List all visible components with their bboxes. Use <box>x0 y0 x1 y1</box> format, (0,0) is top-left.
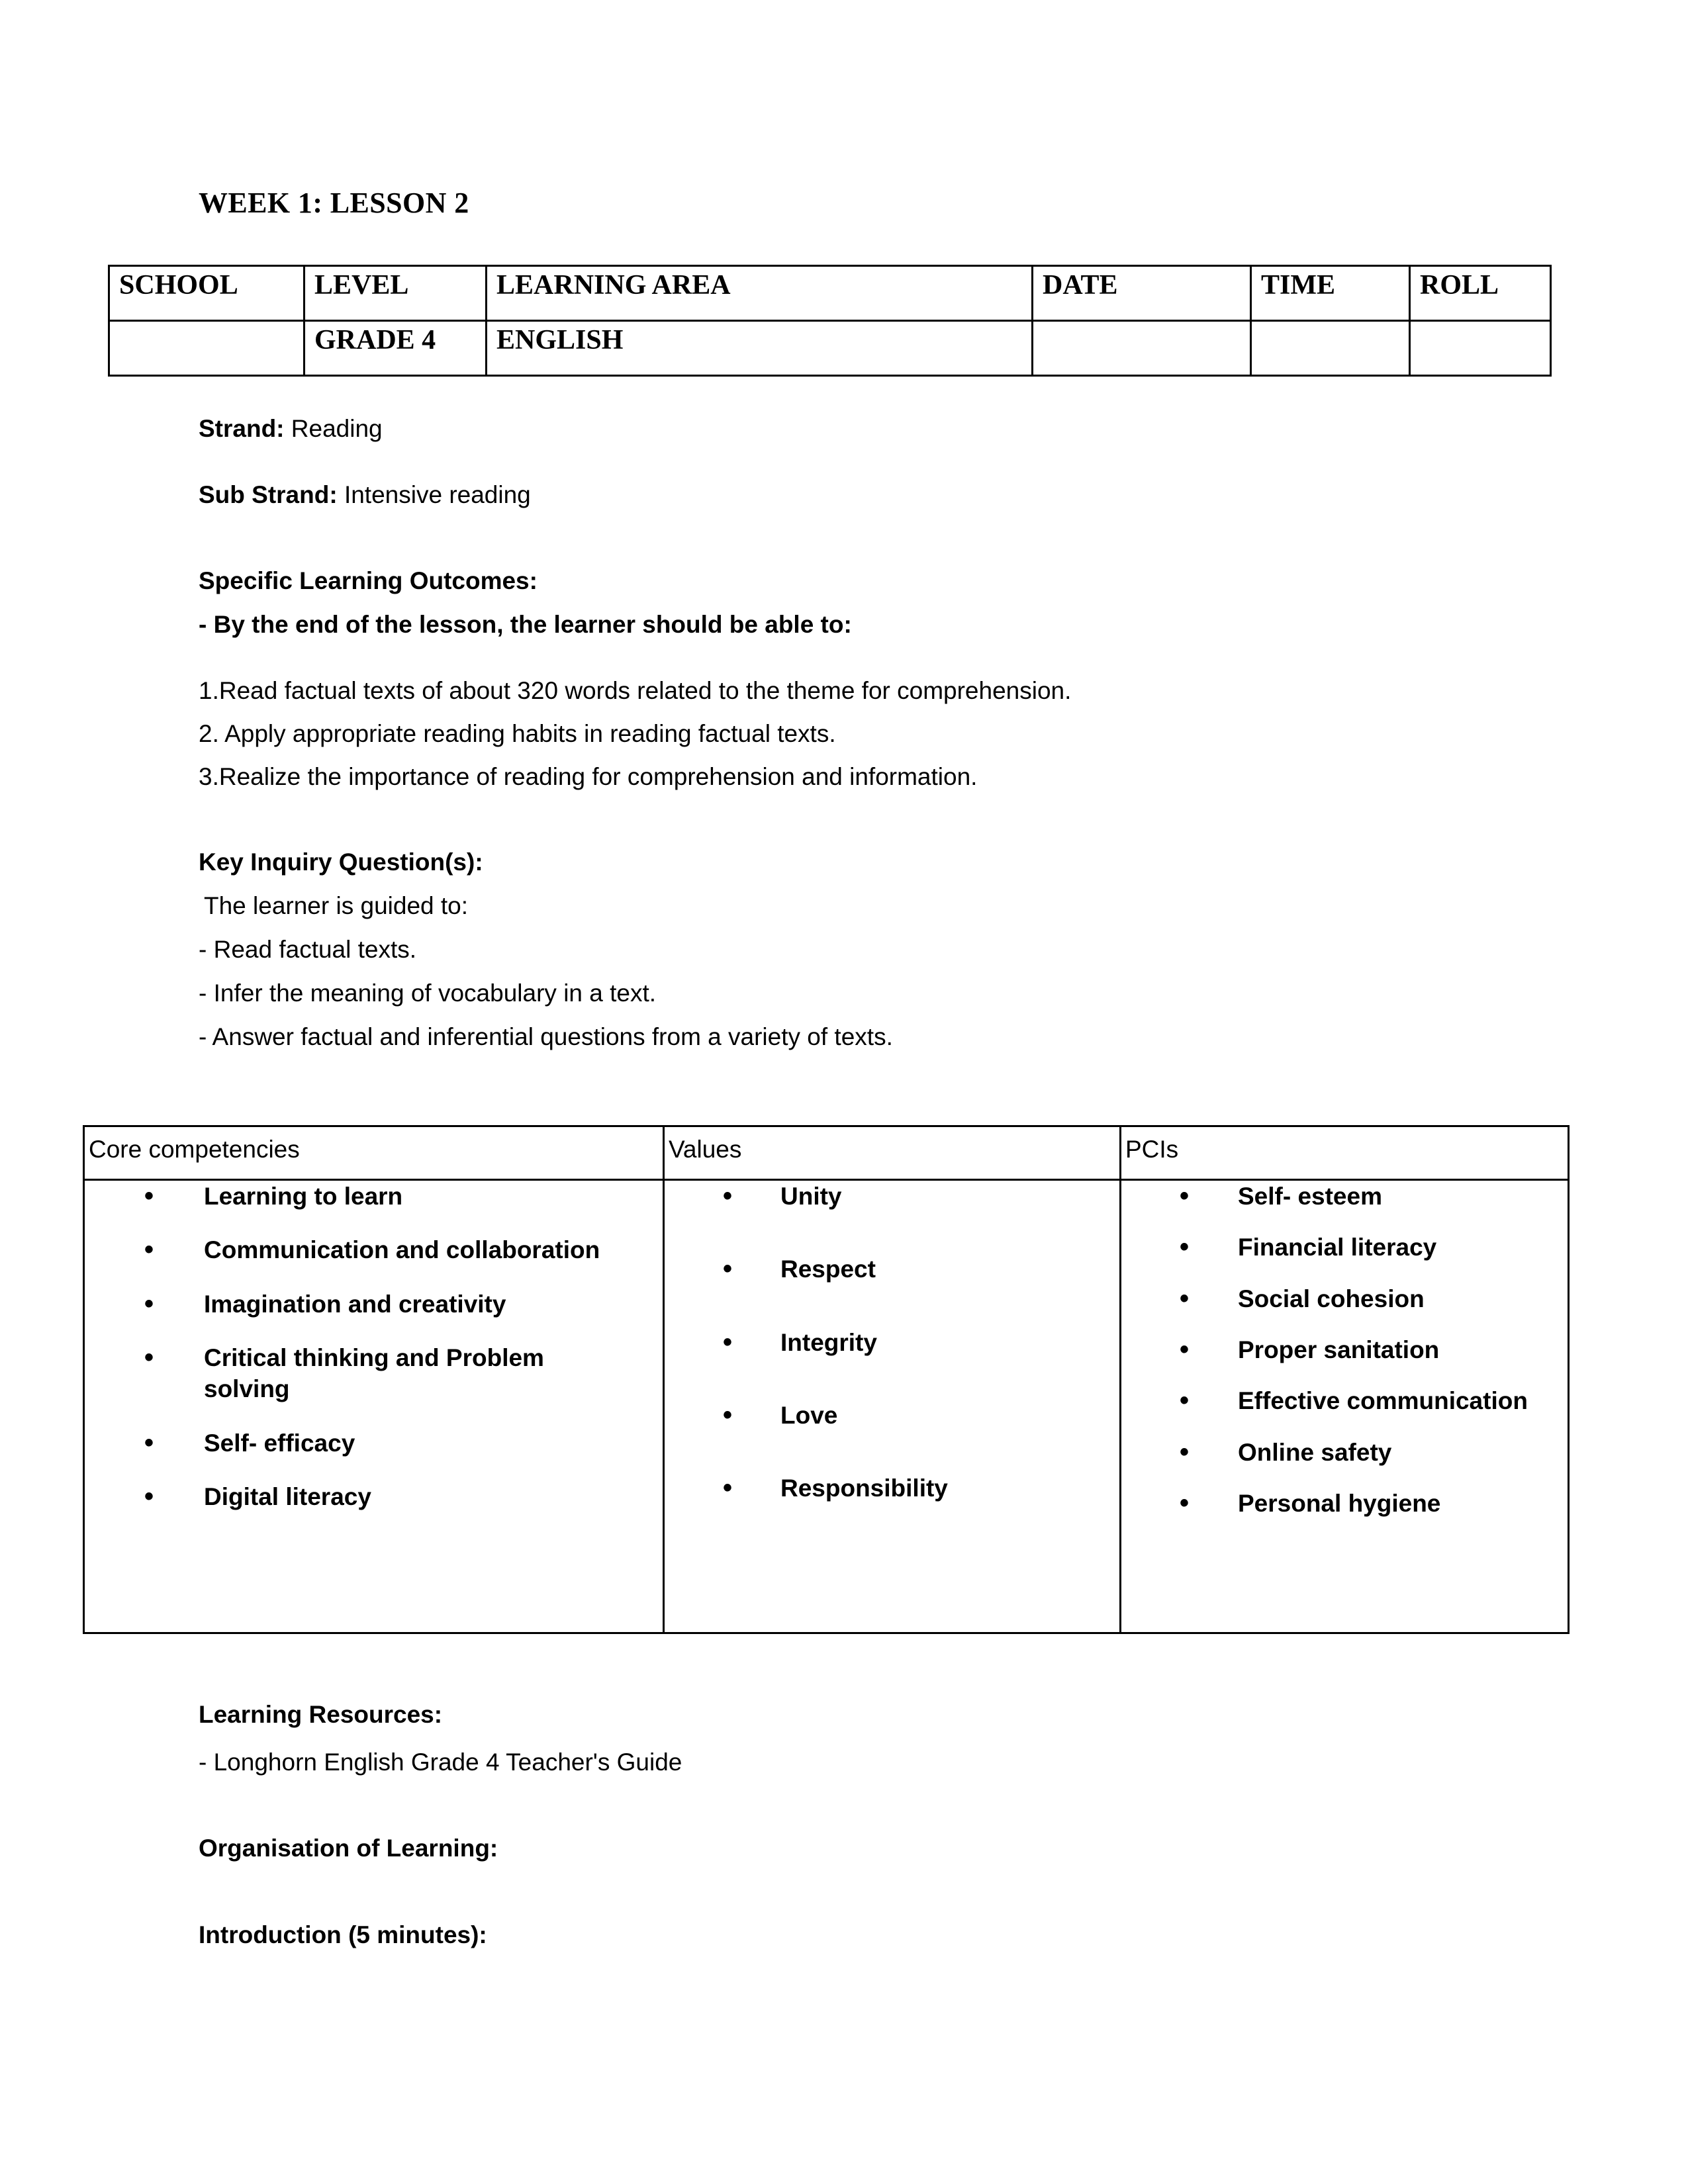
key-inquiry-subheading: The learner is guided to: <box>204 892 469 919</box>
list-item: • Personal hygiene <box>1121 1488 1568 1519</box>
list-item: • Unity <box>665 1181 1119 1212</box>
core-competencies-header: Core competencies <box>89 1136 300 1163</box>
organisation-of-learning-heading: Organisation of Learning: <box>199 1835 498 1862</box>
pcis-cell <box>1121 1180 1569 1633</box>
values-header: Values <box>669 1136 742 1163</box>
introduction-heading: Introduction (5 minutes): <box>199 1921 487 1948</box>
info-value-learning-area[interactable]: ENGLISH <box>487 321 1033 376</box>
list-item: • Responsibility <box>665 1473 1119 1504</box>
strand-line <box>199 412 383 445</box>
info-header-roll: ROLL <box>1410 266 1551 321</box>
list-item: • Financial literacy <box>1121 1232 1568 1263</box>
list-item: • Learning to learn <box>85 1181 663 1212</box>
list-item: • Self- esteem <box>1121 1181 1568 1212</box>
lesson-info-table <box>108 265 1552 377</box>
page-title: WEEK 1: LESSON 2 <box>199 187 469 219</box>
key-inquiry-item-1: - Read factual texts. <box>199 936 417 963</box>
info-header-learning-area: LEARNING AREA <box>487 266 1033 321</box>
info-value-level[interactable]: GRADE 4 <box>305 321 487 376</box>
specific-learning-outcome-item-2: 2. Apply appropriate reading habits in reading factual texts. <box>199 720 836 747</box>
key-inquiry-heading: Key Inquiry Question(s): <box>199 848 483 876</box>
info-header-time: TIME <box>1251 266 1410 321</box>
learning-resources-item-1: - Longhorn English Grade 4 Teacher's Guide <box>199 1749 682 1776</box>
core-competencies-cell <box>84 1180 664 1633</box>
table-row-headers <box>109 266 1551 321</box>
specific-learning-outcomes-subheading: - By the end of the lesson, the learner should be able to: <box>199 611 852 638</box>
core-competencies-list <box>85 1181 663 1513</box>
values-cell <box>664 1180 1121 1633</box>
list-item: • Social cohesion <box>1121 1283 1568 1314</box>
competency-values-pci-table <box>83 1125 1570 1634</box>
pcis-list <box>1121 1181 1568 1520</box>
key-inquiry-item-3: - Answer factual and inferential questions from a variety of texts. <box>199 1023 893 1050</box>
info-header-school: SCHOOL <box>109 266 305 321</box>
strand-value: Reading <box>284 415 383 442</box>
strand-label: Strand: <box>199 415 285 442</box>
list-item: • Critical thinking and Problem solving <box>85 1342 628 1405</box>
sub-strand-label: Sub Strand: <box>199 481 338 508</box>
info-value-time[interactable] <box>1251 321 1410 376</box>
info-value-date[interactable] <box>1033 321 1251 376</box>
list-item: • Effective communication <box>1121 1385 1568 1416</box>
list-item: • Integrity <box>665 1327 1119 1358</box>
pcis-header: PCIs <box>1125 1136 1179 1163</box>
list-item: • Love <box>665 1400 1119 1431</box>
list-item: • Respect <box>665 1253 1119 1285</box>
pcis-header-cell <box>1121 1126 1569 1180</box>
list-item: • Proper sanitation <box>1121 1334 1568 1365</box>
values-list <box>665 1181 1119 1504</box>
info-header-date: DATE <box>1033 266 1251 321</box>
table-row-values <box>109 321 1551 376</box>
list-item: • Imagination and creativity <box>85 1289 663 1320</box>
learning-resources-heading: Learning Resources: <box>199 1701 443 1728</box>
list-item: • Self- efficacy <box>85 1428 663 1459</box>
info-header-level: LEVEL <box>305 266 487 321</box>
specific-learning-outcomes-heading: Specific Learning Outcomes: <box>199 567 538 594</box>
specific-learning-outcome-item-1: 1.Read factual texts of about 320 words related to the theme for comprehension. <box>199 677 1072 704</box>
list-item: • Digital literacy <box>85 1481 663 1512</box>
info-value-school[interactable] <box>109 321 305 376</box>
specific-learning-outcome-item-3: 3.Realize the importance of reading for comprehension and information. <box>199 763 978 790</box>
key-inquiry-item-2: - Infer the meaning of vocabulary in a text. <box>199 979 657 1007</box>
info-value-roll[interactable] <box>1410 321 1551 376</box>
sub-strand-line <box>199 478 531 512</box>
sub-strand-value: Intensive reading <box>337 481 531 508</box>
list-item: • Online safety <box>1121 1437 1568 1468</box>
table-row-competency-body <box>84 1180 1569 1633</box>
values-header-cell <box>664 1126 1121 1180</box>
competency-header-cell <box>84 1126 664 1180</box>
list-item: • Communication and collaboration <box>85 1234 663 1265</box>
table-row-competency-headers <box>84 1126 1569 1180</box>
